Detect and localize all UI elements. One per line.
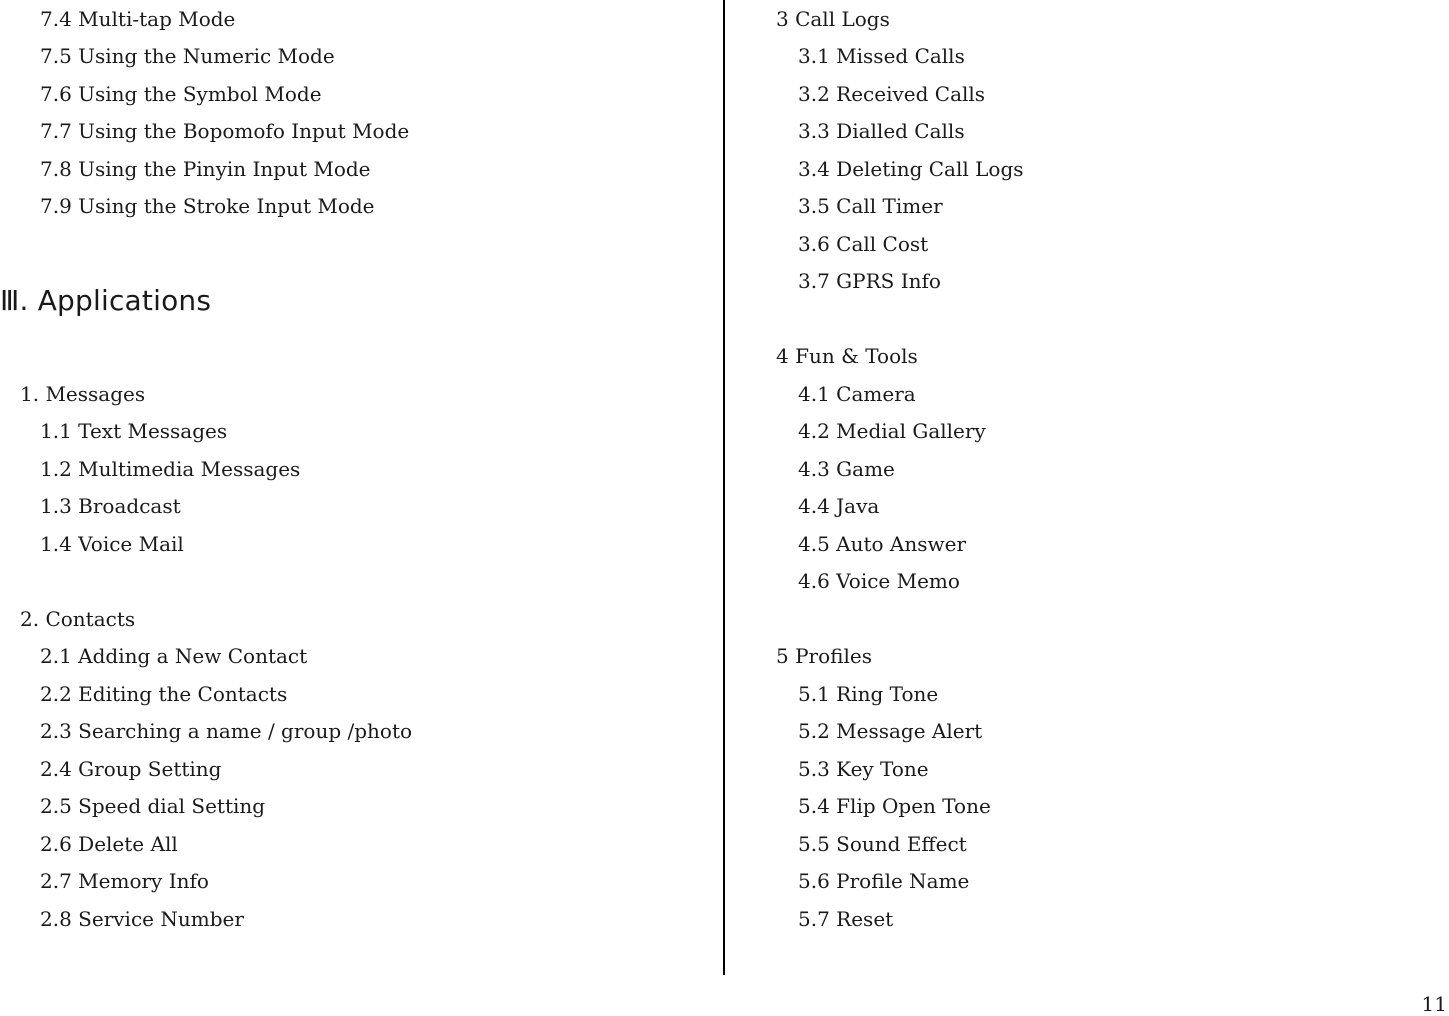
section-heading: Ⅲ. Applications	[0, 284, 212, 317]
toc-item: 3.7 GPRS Info	[798, 269, 941, 293]
toc-item: 3.4 Deleting Call Logs	[798, 157, 1024, 181]
toc-item: 4.2 Medial Gallery	[798, 419, 986, 443]
toc-item: 5.6 Profile Name	[798, 869, 970, 893]
toc-item: 1.2 Multimedia Messages	[40, 457, 301, 481]
toc-item: 4.4 Java	[798, 494, 880, 518]
toc-item: 1.3 Broadcast	[40, 494, 181, 518]
toc-item: 1.1 Text Messages	[40, 419, 228, 443]
toc-item: 3.3 Dialled Calls	[798, 119, 965, 143]
toc-item: 2.1 Adding a New Contact	[40, 644, 308, 668]
toc-item: 5.2 Message Alert	[798, 719, 983, 743]
toc-chapter-title: 3 Call Logs	[776, 7, 890, 31]
toc-item: 5.5 Sound Effect	[798, 832, 967, 856]
toc-item: 7.4 Multi-tap Mode	[40, 7, 236, 31]
toc-item: 1.4 Voice Mail	[40, 532, 184, 556]
toc-chapter-title: 5 Profiles	[776, 644, 872, 668]
toc-item: 5.1 Ring Tone	[798, 682, 939, 706]
toc-item: 3.1 Missed Calls	[798, 44, 965, 68]
toc-item: 2.3 Searching a name / group /photo	[40, 719, 413, 743]
toc-item: 2.2 Editing the Contacts	[40, 682, 288, 706]
toc-item: 5.7 Reset	[798, 907, 894, 931]
toc-item: 4.3 Game	[798, 457, 895, 481]
toc-chapter-title: 2. Contacts	[20, 607, 136, 631]
toc-item: 7.8 Using the Pinyin Input Mode	[40, 157, 371, 181]
toc-item: 3.6 Call Cost	[798, 232, 929, 256]
page-number: 11	[1421, 992, 1447, 1016]
toc-item: 2.4 Group Setting	[40, 757, 222, 781]
toc-item: 2.6 Delete All	[40, 832, 178, 856]
toc-item: 2.5 Speed dial Setting	[40, 794, 266, 818]
toc-item: 7.6 Using the Symbol Mode	[40, 82, 322, 106]
toc-chapter-title: 4 Fun & Tools	[776, 344, 918, 368]
toc-item: 3.5 Call Timer	[798, 194, 943, 218]
toc-item: 4.1 Camera	[798, 382, 916, 406]
toc-item: 4.5 Auto Answer	[798, 532, 967, 556]
column-divider	[723, 0, 725, 975]
toc-chapter-title: 1. Messages	[20, 382, 146, 406]
toc-item: 2.7 Memory Info	[40, 869, 209, 893]
toc-item: 4.6 Voice Memo	[798, 569, 960, 593]
toc-item: 5.4 Flip Open Tone	[798, 794, 991, 818]
toc-item: 5.3 Key Tone	[798, 757, 929, 781]
toc-item: 7.7 Using the Bopomofo Input Mode	[40, 119, 410, 143]
toc-item: 7.5 Using the Numeric Mode	[40, 44, 335, 68]
toc-item: 7.9 Using the Stroke Input Mode	[40, 194, 375, 218]
toc-item: 3.2 Received Calls	[798, 82, 986, 106]
toc-item: 2.8 Service Number	[40, 907, 244, 931]
